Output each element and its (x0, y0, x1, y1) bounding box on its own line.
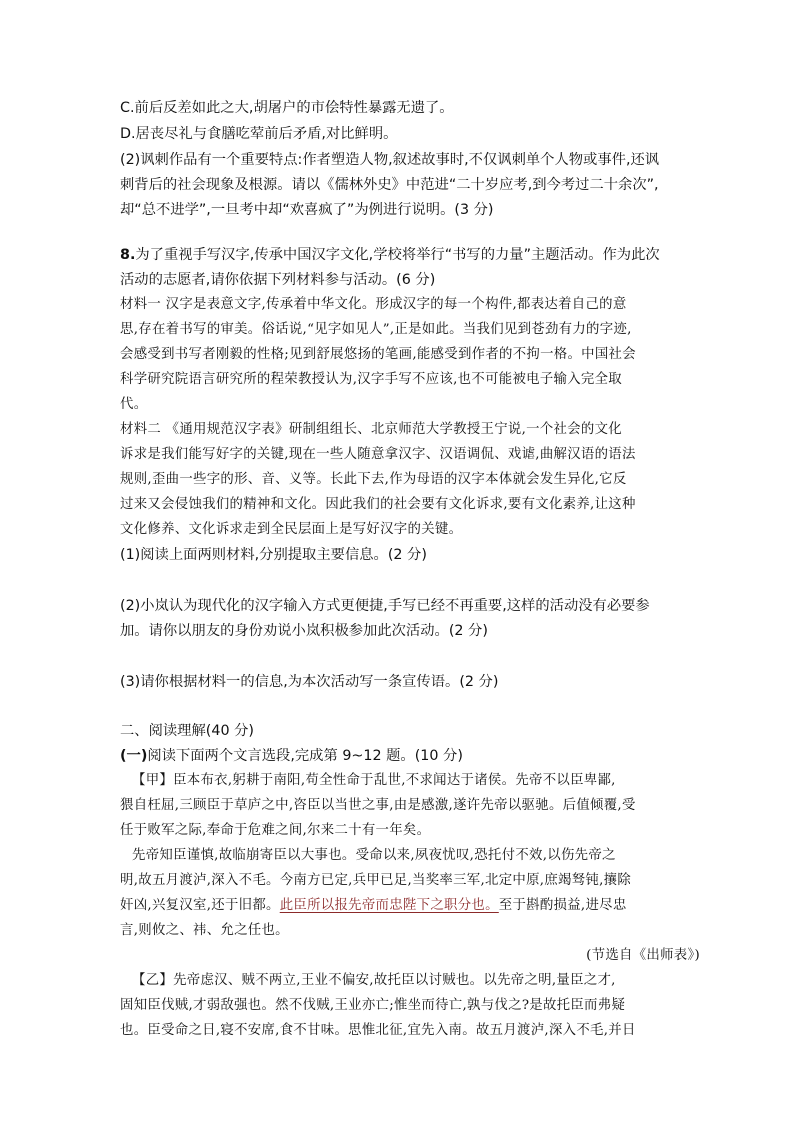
yi-line: 【乙】先帝虑汉、贼不两立,王业不偏安,故托臣以讨贼也。以先帝之明,量臣之才, (132, 973, 616, 988)
jia-line: 先帝知臣谨慎,故临崩寄臣以大事也。受命以来,夙夜忧叹,恐托付不效,以伤先帝之 (132, 848, 616, 863)
jia-text: 至于斟酌损益,进尽忠 (498, 898, 627, 913)
q7-sub2-line: (2)讽刺作品有一个重要特点:作者塑造人物,叙述故事时,不仅讽刺单个人物或事件,还讽 (120, 152, 660, 168)
q7-option-c: C.前后反差如此之大,胡屠户的市侩特性暴露无遗了。 (120, 100, 454, 116)
q8-sub1: (1)阅读上面两则材料,分别提取主要信息。(2 分) (120, 547, 427, 563)
q8-sub3: (3)请你根据材料一的信息,为本次活动写一条宣传语。(2 分) (120, 674, 499, 690)
material-1-line: 思,存在着书写的审美。俗话说,“见字如见人”,正是如此。当我们见到苍劲有力的字迹, (120, 322, 632, 337)
jia-text: 奸凶,兴复汉室,还于旧都。 (120, 898, 280, 913)
underlined-sentence: 此臣所以报先帝而忠陛下之职分也。 (279, 898, 499, 913)
q8-stem-line (120, 245, 700, 265)
material-2-line: 规则,歪曲一些字的形、音、义等。长此下去,作为母语的汉字本体就会发生异化,它反 (120, 472, 627, 487)
yi-line: 固知臣伐贼,才弱敌强也。然不伐贼,王业亦亡;惟坐而待亡,孰与伐之?是故托臣而弗疑 (120, 998, 626, 1013)
part-1-text: 阅读下面两个文言选段,完成第 9~12 题。(10 分) (147, 748, 463, 764)
jia-source: (节选自《出师表》) (586, 948, 700, 963)
material-1-line: 科学研究院语言研究所的程荣教授认为,汉字手写不应该,也不可能被电子输入完全取 (120, 372, 622, 387)
q7-sub2-line: 却“总不进学”,一旦考中却“欢喜疯了”为例进行说明。(3 分) (120, 202, 494, 218)
material-2-line: 诉求是我们能写好字的关键,现在一些人随意拿汉字、汉语调侃、戏谑,曲解汉语的语法 (120, 447, 636, 462)
material-1-line: 会感受到书写者刚毅的性格;见到舒展悠扬的笔画,能感受到作者的不拘一格。中国社会 (120, 347, 636, 362)
q8-stem-text: 为了重视手写汉字,传承中国汉字文化,学校将举行“书写的力量”主题活动。作为此次 (135, 247, 660, 263)
q8-number: 8. (120, 247, 136, 263)
jia-line: 猥自枉屈,三顾臣于草庐之中,咨臣以当世之事,由是感激,遂许先帝以驱驰。后值倾覆,受 (120, 798, 636, 813)
jia-line: 任于败军之际,奉命于危难之间,尔来二十有一年矣。 (120, 823, 431, 838)
q8-stem-line: 活动的志愿者,请你依据下列材料参与活动。(6 分) (120, 272, 436, 288)
part-1-instruction (120, 746, 700, 766)
material-1-line: 材料一 汉字是表意文字,传承着中华文化。形成汉字的每一个构件,都表达着自己的意 (120, 297, 627, 312)
jia-line: 明,故五月渡泸,深入不毛。今南方已定,兵甲已足,当奖率三军,北定中原,庶竭驽钝,攘除 (120, 873, 632, 888)
part-1-label: (一) (120, 748, 148, 764)
material-2-line: 文化修养、文化诉求走到全民层面上是写好汉字的关键。 (120, 522, 463, 537)
material-1-line: 代。 (120, 397, 148, 412)
jia-line (120, 896, 700, 916)
yi-line: 也。臣受命之日,寝不安席,食不甘味。思惟北征,宜先入南。故五月渡泸,深入不毛,并日 (120, 1023, 636, 1038)
material-2-line: 材料二 《通用规范汉字表》研制组组长、北京师范大学教授王宁说,一个社会的文化 (120, 422, 622, 437)
q8-sub2-line: (2)小岚认为现代化的汉字输入方式更便捷,手写已经不再重要,这样的活动没有必要参 (120, 598, 650, 614)
q7-sub2-line: 刺背后的社会现象及根源。请以《儒林外史》中范进“二十岁应考,到今考过二十余次”, (120, 177, 659, 193)
q7-option-d: D.居丧尽礼与食膳吃荤前后矛盾,对比鲜明。 (120, 126, 398, 142)
material-2-line: 过来又会侵蚀我们的精神和文化。因此我们的社会要有文化诉求,要有文化素养,让这种 (120, 497, 636, 512)
q8-sub2-line: 加。请你以朋友的身份劝说小岚积极参加此次活动。(2 分) (120, 623, 488, 639)
section-heading: 二、阅读理解(40 分) (120, 723, 254, 739)
jia-line: 言,则攸之、祎、允之任也。 (120, 923, 289, 938)
jia-line: 【甲】臣本布衣,躬耕于南阳,苟全性命于乱世,不求闻达于诸侯。先帝不以臣卑鄙, (132, 773, 616, 788)
